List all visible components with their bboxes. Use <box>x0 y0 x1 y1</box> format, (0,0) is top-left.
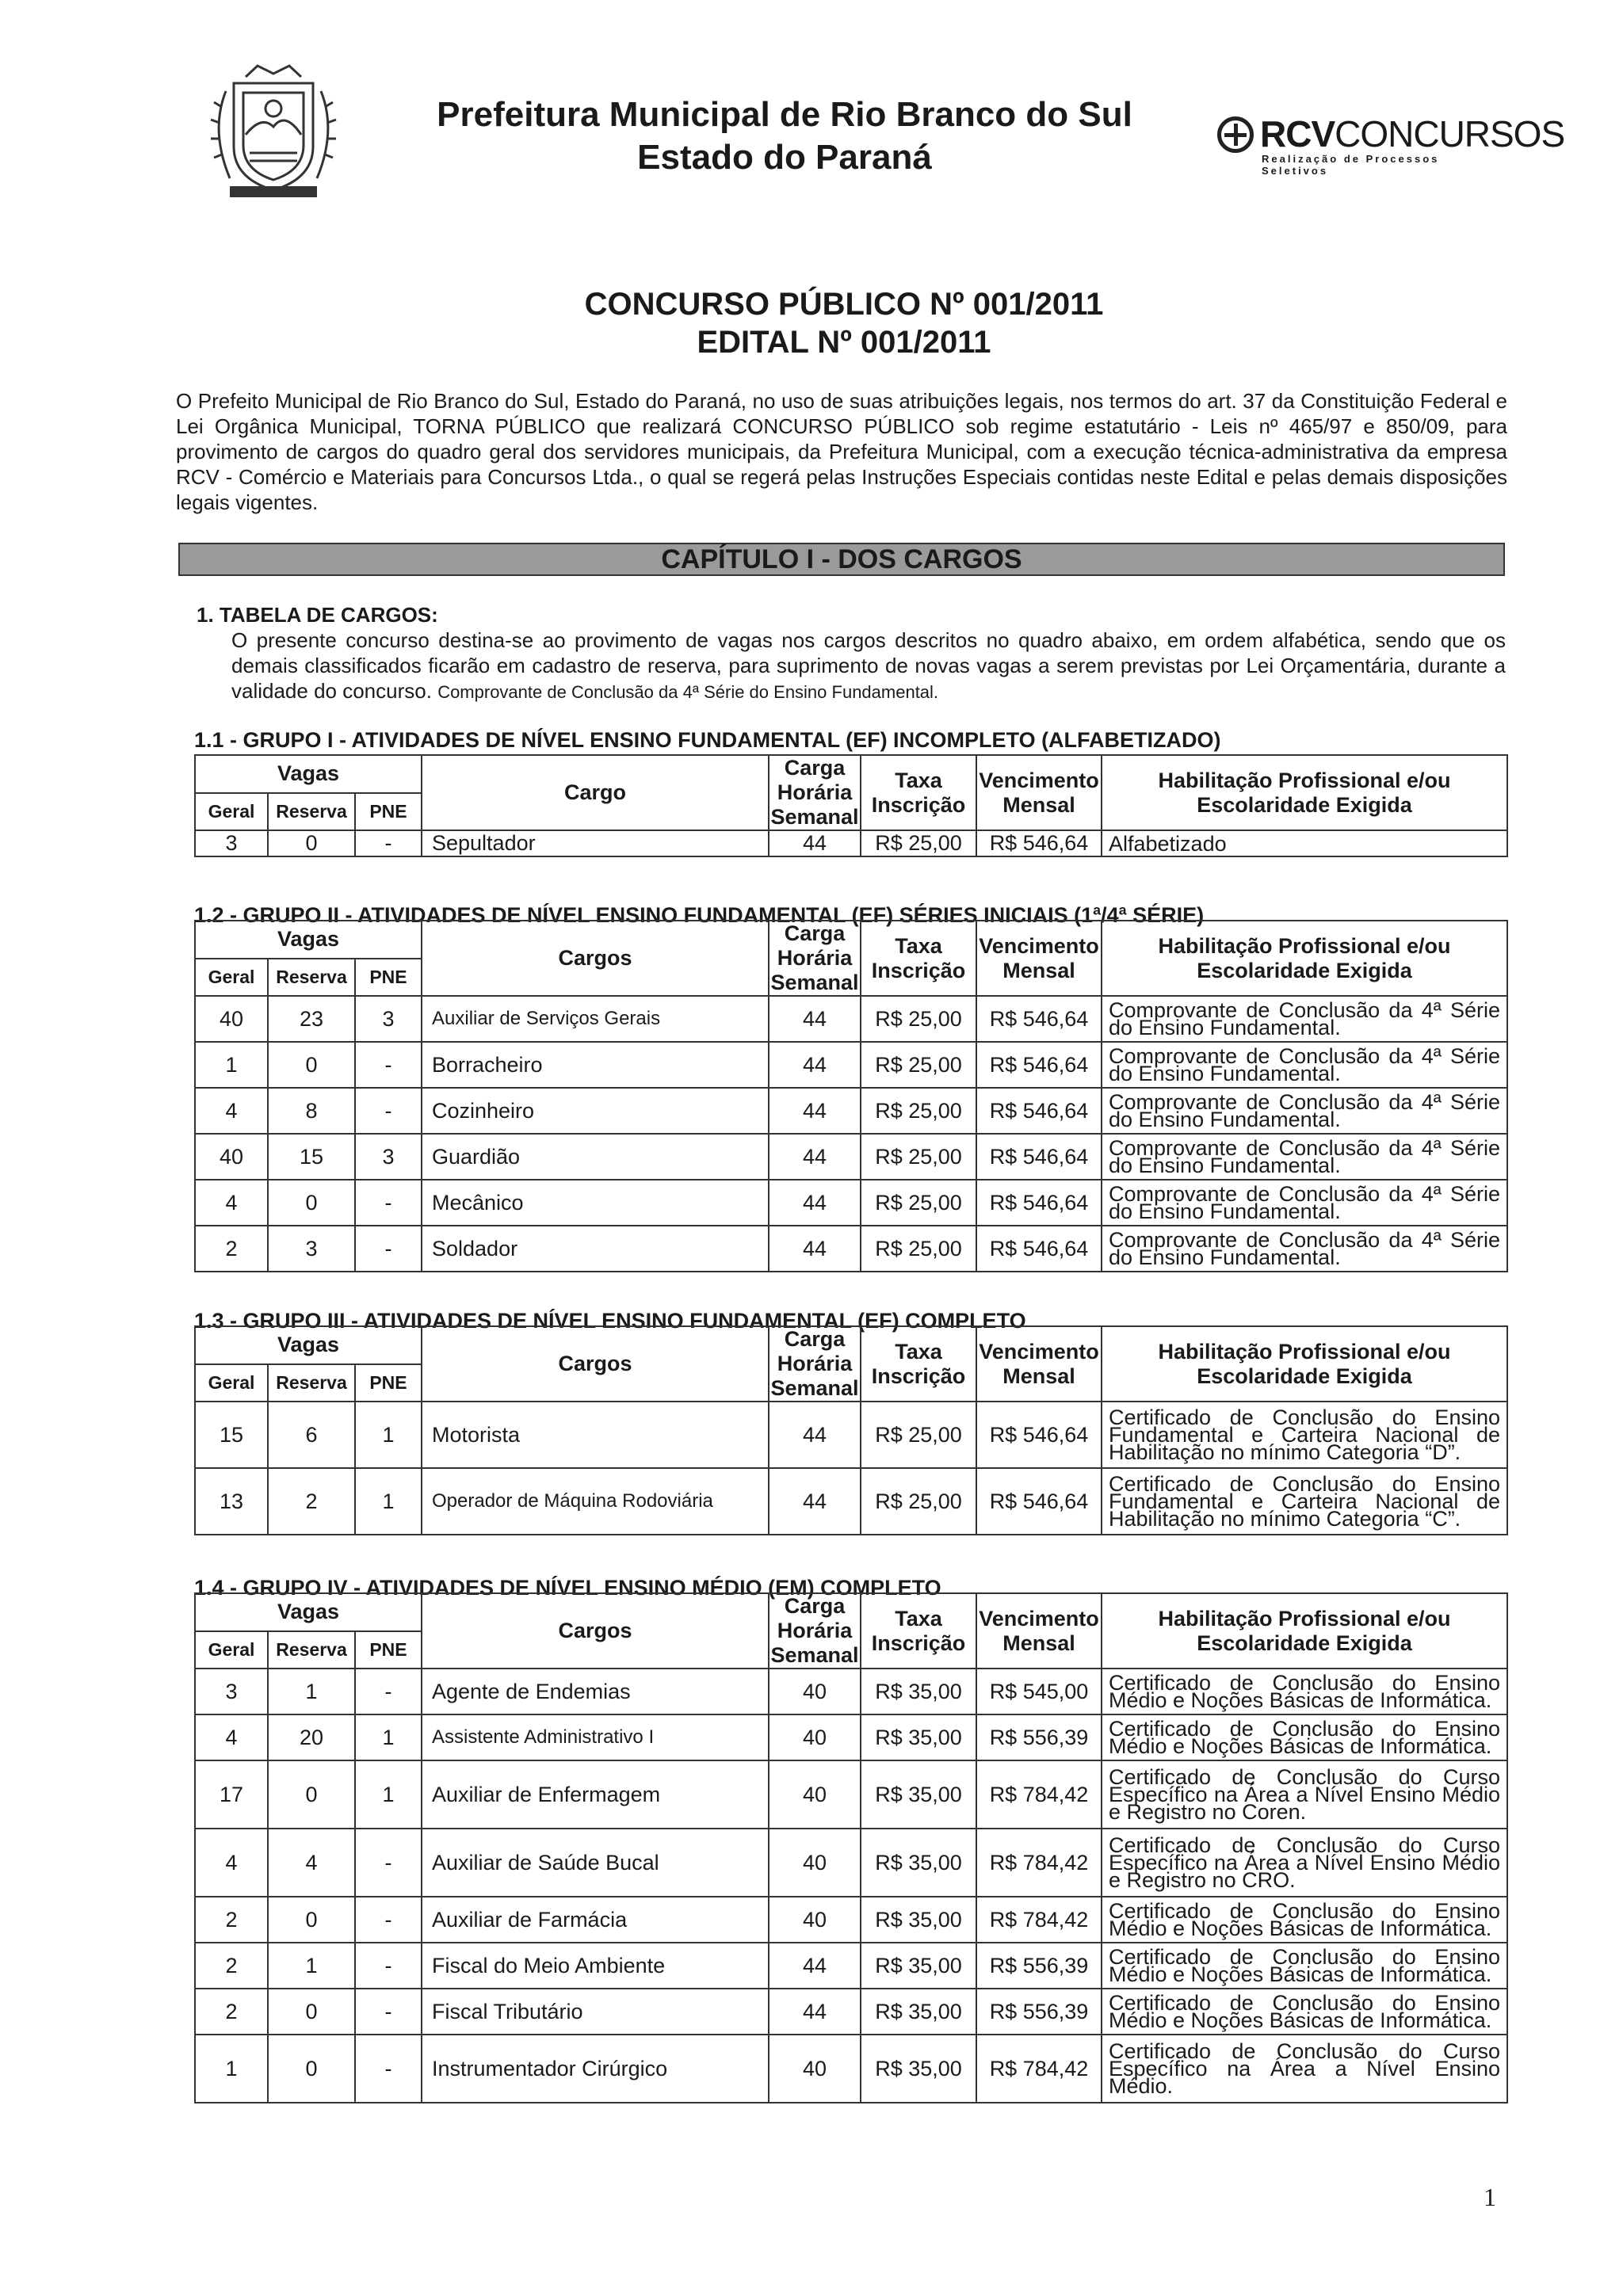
header-pne: PNE <box>355 959 422 997</box>
section-title: 1. TABELA DE CARGOS: <box>197 603 438 627</box>
header-carga: Carga Horária Semanal <box>769 1326 861 1402</box>
header-cargo: Cargos <box>422 1326 769 1402</box>
cell-geral: 3 <box>195 1669 268 1714</box>
cell-reserva: 0 <box>268 1760 355 1829</box>
cell-vencimento: R$ 546,64 <box>976 1180 1102 1226</box>
cell-vencimento: R$ 556,39 <box>976 1943 1102 1989</box>
cell-cargo: Motorista <box>422 1402 769 1468</box>
section-note: Comprovante de Conclusão da 4ª Série do Ensino Fundamental. <box>437 682 939 702</box>
cell-carga: 44 <box>769 1943 861 1989</box>
cell-vencimento: R$ 784,42 <box>976 1897 1102 1943</box>
header-carga: Carga Horária Semanal <box>769 1593 861 1669</box>
cell-vencimento: R$ 556,39 <box>976 1714 1102 1760</box>
cell-carga: 44 <box>769 1180 861 1226</box>
section-tabela-cargos <box>197 602 1506 705</box>
cell-cargo: Auxiliar de Serviços Gerais <box>422 996 769 1042</box>
cell-habilitacao: Certificado de Conclusão do Ensino Médio e Noções Básicas de Informática. <box>1102 1989 1507 2035</box>
cell-vencimento: R$ 556,39 <box>976 1989 1102 2035</box>
cell-cargo: Fiscal do Meio Ambiente <box>422 1943 769 1989</box>
cell-carga: 40 <box>769 1897 861 1943</box>
cell-cargo: Instrumentador Cirúrgico <box>422 2035 769 2103</box>
cell-habilitacao: Comprovante de Conclusão da 4ª Série do Ensino Fundamental. <box>1102 1226 1507 1272</box>
header-habilitacao: Habilitação Profissional e/ou Escolaridade Exigida <box>1102 921 1507 996</box>
cell-geral: 13 <box>195 1468 268 1535</box>
table-row <box>195 1468 1507 1535</box>
cell-taxa: R$ 35,00 <box>861 1669 976 1714</box>
cell-vencimento: R$ 546,64 <box>976 1468 1102 1535</box>
cell-cargo: Auxiliar de Farmácia <box>422 1897 769 1943</box>
cell-vencimento: R$ 546,64 <box>976 1226 1102 1272</box>
cell-pne: - <box>355 1829 422 1897</box>
cell-geral: 4 <box>195 1714 268 1760</box>
cell-geral: 2 <box>195 1943 268 1989</box>
cell-carga: 40 <box>769 1760 861 1829</box>
rcv-logo <box>1217 113 1565 177</box>
header-habilitacao: Habilitação Profissional e/ou Escolaridade Exigida <box>1102 1593 1507 1669</box>
table-row <box>195 1042 1507 1088</box>
cell-geral: 40 <box>195 996 268 1042</box>
header-geral: Geral <box>195 793 268 831</box>
cell-habilitacao: Certificado de Conclusão do Ensino Médio e Noções Básicas de Informática. <box>1102 1897 1507 1943</box>
group-title: 1.3 - GRUPO III - ATIVIDADES DE NÍVEL ENSINO FUNDAMENTAL (EF) COMPLETO <box>194 1309 1026 1333</box>
cell-habilitacao: Certificado de Conclusão do Curso Específico na Área a Nível Ensino Médio e Registro no Coren. <box>1102 1760 1507 1829</box>
cell-vencimento: R$ 546,64 <box>976 1134 1102 1180</box>
header-reserva: Reserva <box>268 1631 355 1669</box>
header-cargo: Cargos <box>422 921 769 996</box>
chapter-heading: CAPÍTULO I - DOS CARGOS <box>178 543 1505 576</box>
cell-reserva: 2 <box>268 1468 355 1535</box>
header-pne: PNE <box>355 1631 422 1669</box>
cell-pne: - <box>355 1669 422 1714</box>
group-title: 1.1 - GRUPO I - ATIVIDADES DE NÍVEL ENSINO FUNDAMENTAL (EF) INCOMPLETO (ALFABETIZADO) <box>194 728 1221 752</box>
cell-taxa: R$ 35,00 <box>861 1989 976 2035</box>
table-row <box>195 1402 1507 1468</box>
cell-taxa: R$ 25,00 <box>861 1134 976 1180</box>
cell-taxa: R$ 35,00 <box>861 1760 976 1829</box>
cell-pne: - <box>355 1180 422 1226</box>
cell-geral: 1 <box>195 2035 268 2103</box>
table-row <box>195 1180 1507 1226</box>
cell-carga: 44 <box>769 1468 861 1535</box>
cell-taxa: R$ 25,00 <box>861 1042 976 1088</box>
cell-habilitacao: Certificado de Conclusão do Ensino Médio e Noções Básicas de Informática. <box>1102 1943 1507 1989</box>
cell-habilitacao: Comprovante de Conclusão da 4ª Série do Ensino Fundamental. <box>1102 1042 1507 1088</box>
cell-carga: 44 <box>769 830 861 856</box>
cell-geral: 4 <box>195 1829 268 1897</box>
cargos-table <box>194 1325 1508 1535</box>
group-title: 1.4 - GRUPO IV - ATIVIDADES DE NÍVEL ENSINO MÉDIO (EM) COMPLETO <box>194 1576 941 1600</box>
cell-cargo: Sepultador <box>422 830 769 856</box>
cell-cargo: Cozinheiro <box>422 1088 769 1134</box>
cell-vencimento: R$ 546,64 <box>976 830 1102 856</box>
cell-vencimento: R$ 784,42 <box>976 1760 1102 1829</box>
cell-reserva: 20 <box>268 1714 355 1760</box>
logo-text: RCVCONCURSOS <box>1260 113 1565 154</box>
globe-icon <box>1217 116 1254 153</box>
cell-carga: 44 <box>769 1042 861 1088</box>
table-row <box>195 1897 1507 1943</box>
header-vencimento: Vencimento Mensal <box>976 1326 1102 1402</box>
cell-pne: 1 <box>355 1760 422 1829</box>
cell-carga: 44 <box>769 1402 861 1468</box>
header-geral: Geral <box>195 959 268 997</box>
cell-taxa: R$ 35,00 <box>861 1897 976 1943</box>
cell-pne: 1 <box>355 1714 422 1760</box>
cell-reserva: 6 <box>268 1402 355 1468</box>
cell-pne: 1 <box>355 1468 422 1535</box>
header-habilitacao: Habilitação Profissional e/ou Escolaridade Exigida <box>1102 1326 1507 1402</box>
cell-habilitacao: Certificado de Conclusão do Ensino Fundamental e Carteira Nacional de Habilitação no mínimo Categoria “C”. <box>1102 1468 1507 1535</box>
cell-geral: 40 <box>195 1134 268 1180</box>
cell-habilitacao: Comprovante de Conclusão da 4ª Série do Ensino Fundamental. <box>1102 996 1507 1042</box>
cell-cargo: Assistente Administrativo I <box>422 1714 769 1760</box>
table-row <box>195 1760 1507 1829</box>
cell-cargo: Borracheiro <box>422 1042 769 1088</box>
cell-habilitacao: Certificado de Conclusão do Ensino Médio e Noções Básicas de Informática. <box>1102 1669 1507 1714</box>
cell-geral: 4 <box>195 1180 268 1226</box>
cell-reserva: 0 <box>268 2035 355 2103</box>
cell-taxa: R$ 25,00 <box>861 1468 976 1535</box>
table-row <box>195 1226 1507 1272</box>
cell-reserva: 0 <box>268 830 355 856</box>
cargos-table <box>194 1592 1508 2103</box>
header-vencimento: Vencimento Mensal <box>976 921 1102 996</box>
cell-cargo: Guardião <box>422 1134 769 1180</box>
header-title-line1: Prefeitura Municipal de Rio Branco do Sul <box>437 95 1132 134</box>
cell-reserva: 0 <box>268 1989 355 2035</box>
cell-pne: 3 <box>355 996 422 1042</box>
logo-tagline: Realização de Processos Seletivos <box>1262 153 1440 177</box>
cell-cargo: Fiscal Tributário <box>422 1989 769 2035</box>
header-vagas: Vagas <box>195 1326 422 1364</box>
cell-vencimento: R$ 546,64 <box>976 996 1102 1042</box>
cell-pne: - <box>355 1897 422 1943</box>
cell-habilitacao: Alfabetizado <box>1102 830 1507 856</box>
cell-carga: 44 <box>769 1134 861 1180</box>
header-taxa: Taxa Inscrição <box>861 921 976 996</box>
cell-geral: 1 <box>195 1042 268 1088</box>
cell-reserva: 0 <box>268 1180 355 1226</box>
intro-paragraph: O Prefeito Municipal de Rio Branco do Sul, Estado do Paraná, no uso de suas atribuições legais, nos termos do art. 37 da Constituição Federal e Lei Orgânica Municipal, TORNA PÚBLICO que realizará CONCURSO PÚBLICO sob regime estatutário - Leis nº 465/97 e 850/09, para provimento de cargos do quadro geral dos servidores municipais, da Prefeitura Municipal, com a execução técnica-administrativa da empresa RCV - Comércio e Materiais para Concursos Ltda., o qual se regerá pelas Instruções Especiais contidas neste Edital e pelas demais disposições legais vigentes. <box>176 389 1507 514</box>
cell-carga: 40 <box>769 1669 861 1714</box>
cell-cargo: Mecânico <box>422 1180 769 1226</box>
cell-taxa: R$ 25,00 <box>861 1402 976 1468</box>
header-cargo: Cargo <box>422 755 769 830</box>
edital-subtitle: EDITAL Nº 001/2011 <box>697 325 991 360</box>
cell-reserva: 15 <box>268 1134 355 1180</box>
header-taxa: Taxa Inscrição <box>861 755 976 830</box>
table-row <box>195 1829 1507 1897</box>
cell-cargo: Operador de Máquina Rodoviária <box>422 1468 769 1535</box>
cell-habilitacao: Comprovante de Conclusão da 4ª Série do Ensino Fundamental. <box>1102 1134 1507 1180</box>
section-paragraph: O presente concurso destina-se ao provimento de vagas nos cargos descritos no quadro abaixo, em ordem alfabética, sendo que os demais classificados ficarão em cadastro de reserva, para suprimento de novas vagas a serem previstas por Lei Orçamentária, durante a validade do concurso. Comprovante de Conclusão da 4ª Série do Ensino Fundamental. <box>231 628 1506 703</box>
cell-taxa: R$ 25,00 <box>861 1088 976 1134</box>
cell-carga: 44 <box>769 996 861 1042</box>
cell-geral: 2 <box>195 1989 268 2035</box>
header-taxa: Taxa Inscrição <box>861 1593 976 1669</box>
cell-cargo: Auxiliar de Saúde Bucal <box>422 1829 769 1897</box>
header-pne: PNE <box>355 1364 422 1402</box>
cell-carga: 44 <box>769 1989 861 2035</box>
cell-reserva: 23 <box>268 996 355 1042</box>
cell-pne: - <box>355 830 422 856</box>
header-vagas: Vagas <box>195 1593 422 1631</box>
header-cargo: Cargos <box>422 1593 769 1669</box>
header-pne: PNE <box>355 793 422 831</box>
header-vagas: Vagas <box>195 921 422 959</box>
table-row <box>195 1088 1507 1134</box>
cell-reserva: 1 <box>268 1669 355 1714</box>
cell-geral: 2 <box>195 1226 268 1272</box>
cell-habilitacao: Certificado de Conclusão do Ensino Médio e Noções Básicas de Informática. <box>1102 1714 1507 1760</box>
cell-carga: 40 <box>769 1829 861 1897</box>
cell-taxa: R$ 35,00 <box>861 1829 976 1897</box>
table-row <box>195 996 1507 1042</box>
header-reserva: Reserva <box>268 793 355 831</box>
cargos-table <box>194 754 1508 857</box>
cell-pne: - <box>355 1989 422 2035</box>
cell-vencimento: R$ 546,64 <box>976 1402 1102 1468</box>
header-title-line2: Estado do Paraná <box>637 138 932 177</box>
page-number: 1 <box>1484 2183 1496 2211</box>
cell-cargo: Auxiliar de Enfermagem <box>422 1760 769 1829</box>
cell-pne: 3 <box>355 1134 422 1180</box>
header-habilitacao: Habilitação Profissional e/ou Escolaridade Exigida <box>1102 755 1507 830</box>
cell-vencimento: R$ 546,64 <box>976 1088 1102 1134</box>
table-row <box>195 1669 1507 1714</box>
cell-carga: 40 <box>769 1714 861 1760</box>
cell-cargo: Agente de Endemias <box>422 1669 769 1714</box>
cell-vencimento: R$ 784,42 <box>976 2035 1102 2103</box>
cell-geral: 3 <box>195 830 268 856</box>
cell-carga: 40 <box>769 2035 861 2103</box>
cell-reserva: 0 <box>268 1897 355 1943</box>
cell-pne: - <box>355 1226 422 1272</box>
cell-reserva: 4 <box>268 1829 355 1897</box>
cell-reserva: 0 <box>268 1042 355 1088</box>
cell-carga: 44 <box>769 1226 861 1272</box>
header-title <box>380 93 1189 179</box>
table-row <box>195 2035 1507 2103</box>
header-carga: Carga Horária Semanal <box>769 755 861 830</box>
cell-reserva: 1 <box>268 1943 355 1989</box>
cell-habilitacao: Certificado de Conclusão do Curso Específico na Área a Nível Ensino Médio. <box>1102 2035 1507 2103</box>
cell-geral: 2 <box>195 1897 268 1943</box>
cell-geral: 15 <box>195 1402 268 1468</box>
header-vencimento: Vencimento Mensal <box>976 1593 1102 1669</box>
cell-vencimento: R$ 546,64 <box>976 1042 1102 1088</box>
cell-carga: 44 <box>769 1088 861 1134</box>
document-title <box>182 285 1506 361</box>
concurso-title: CONCURSO PÚBLICO Nº 001/2011 <box>584 287 1104 322</box>
cell-pne: - <box>355 1943 422 1989</box>
cell-taxa: R$ 35,00 <box>861 2035 976 2103</box>
cell-taxa: R$ 25,00 <box>861 1226 976 1272</box>
table-row <box>195 1714 1507 1760</box>
cell-pne: 1 <box>355 1402 422 1468</box>
cell-reserva: 3 <box>268 1226 355 1272</box>
municipal-crest-icon <box>202 59 345 202</box>
header-taxa: Taxa Inscrição <box>861 1326 976 1402</box>
table-row <box>195 1134 1507 1180</box>
header-vagas: Vagas <box>195 755 422 793</box>
cell-pne: - <box>355 1042 422 1088</box>
cell-vencimento: R$ 784,42 <box>976 1829 1102 1897</box>
cell-habilitacao: Certificado de Conclusão do Ensino Fundamental e Carteira Nacional de Habilitação no mínimo Categoria “D”. <box>1102 1402 1507 1468</box>
cell-habilitacao: Certificado de Conclusão do Curso Específico na Área a Nível Ensino Médio e Registro no CRO. <box>1102 1829 1507 1897</box>
cell-geral: 17 <box>195 1760 268 1829</box>
cell-taxa: R$ 25,00 <box>861 996 976 1042</box>
cell-pne: - <box>355 2035 422 2103</box>
table-row <box>195 1989 1507 2035</box>
cell-reserva: 8 <box>268 1088 355 1134</box>
header-reserva: Reserva <box>268 1364 355 1402</box>
cell-cargo: Soldador <box>422 1226 769 1272</box>
cargos-table <box>194 920 1508 1272</box>
header-geral: Geral <box>195 1631 268 1669</box>
cell-vencimento: R$ 545,00 <box>976 1669 1102 1714</box>
cell-pne: - <box>355 1088 422 1134</box>
cell-taxa: R$ 25,00 <box>861 1180 976 1226</box>
group-title: 1.2 - GRUPO II - ATIVIDADES DE NÍVEL ENSINO FUNDAMENTAL (EF) SÉRIES INICIAIS (1ª/4ª SÉRIE) <box>194 903 1205 927</box>
header-vencimento: Vencimento Mensal <box>976 755 1102 830</box>
cell-geral: 4 <box>195 1088 268 1134</box>
header-reserva: Reserva <box>268 959 355 997</box>
cell-habilitacao: Comprovante de Conclusão da 4ª Série do Ensino Fundamental. <box>1102 1088 1507 1134</box>
cell-taxa: R$ 35,00 <box>861 1714 976 1760</box>
table-row <box>195 1943 1507 1989</box>
table-row <box>195 830 1507 856</box>
cell-taxa: R$ 25,00 <box>861 830 976 856</box>
header-carga: Carga Horária Semanal <box>769 921 861 996</box>
header-geral: Geral <box>195 1364 268 1402</box>
cell-taxa: R$ 35,00 <box>861 1943 976 1989</box>
cell-habilitacao: Comprovante de Conclusão da 4ª Série do Ensino Fundamental. <box>1102 1180 1507 1226</box>
